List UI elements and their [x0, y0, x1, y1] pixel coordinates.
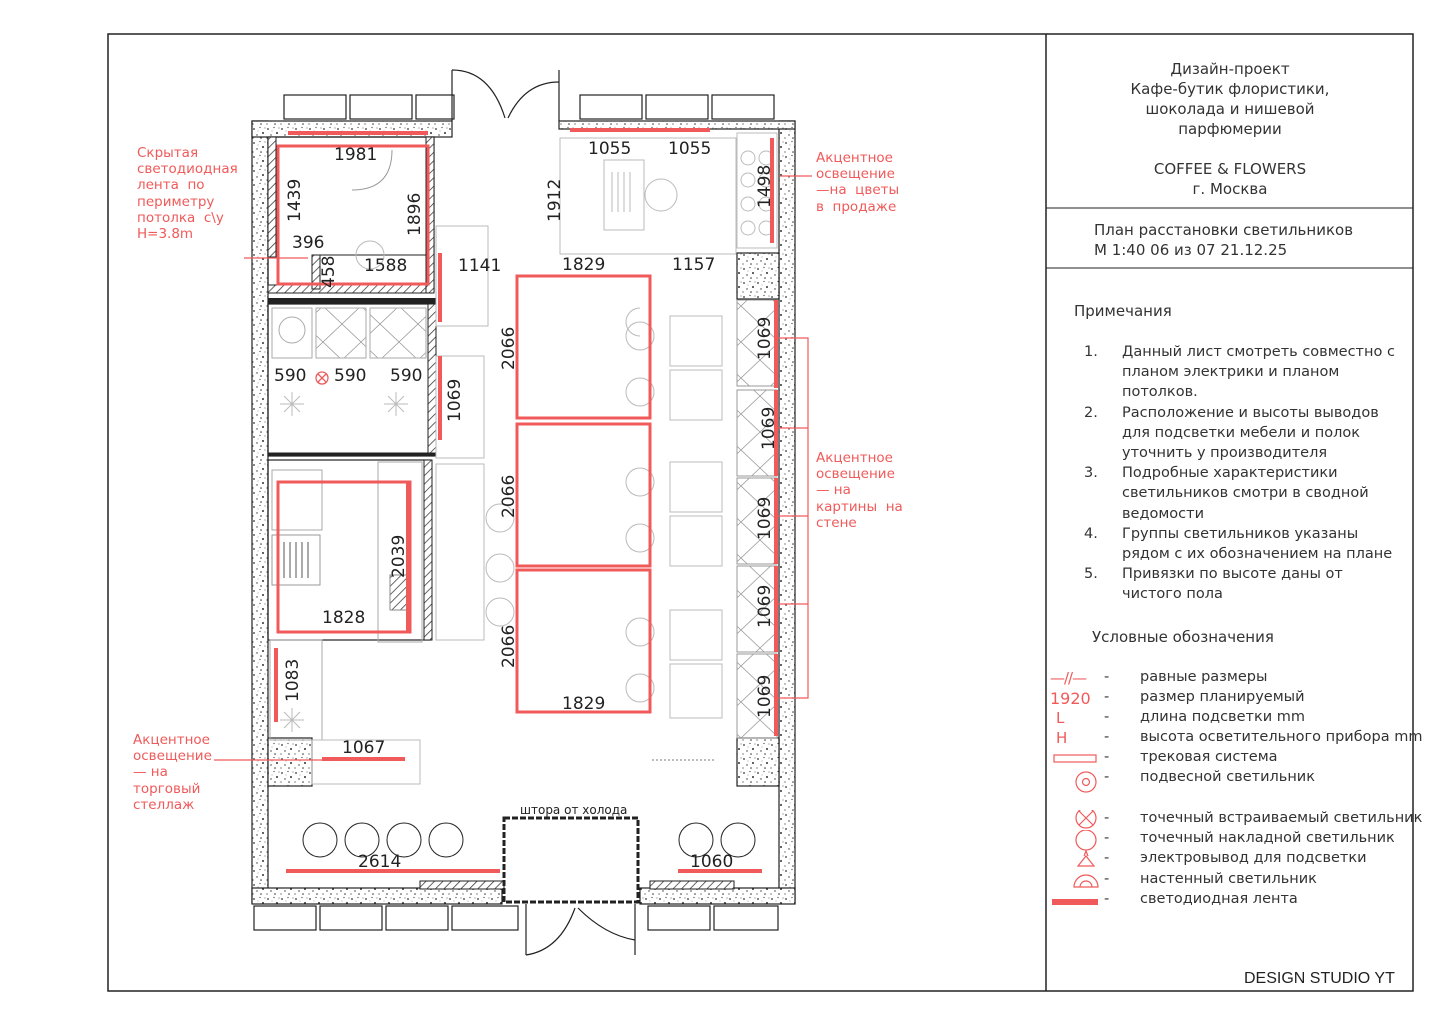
plan-title: План расстановки светильников	[1094, 221, 1354, 239]
note-text: Данный лист смотреть совместно с планом электрики и планом потолков.	[1122, 344, 1395, 401]
note-text: Группы светильников указаны рядом с их обозначением на плане	[1122, 525, 1393, 563]
legend-text: точечный встраиваемый светильник	[1140, 810, 1423, 826]
counter-area	[312, 133, 777, 784]
led-strip-icon	[1050, 891, 1102, 911]
note-item	[1084, 403, 1404, 464]
note-text: Расположение и высоты выводов для подсветки мебели и полок уточнить у производителя	[1122, 404, 1379, 462]
dim-590-c: 590	[390, 366, 423, 386]
curtain-label: штора от холода	[520, 803, 628, 817]
dim-1069-c: 1069	[759, 406, 779, 450]
dim-1439: 1439	[285, 178, 305, 222]
dim-1069-f: 1069	[755, 674, 775, 718]
entry-door-top	[452, 70, 559, 121]
dim-458: 458	[319, 255, 339, 288]
title-line-1: Дизайн-проект	[1170, 60, 1290, 78]
dim-1055-b: 1055	[668, 139, 712, 159]
legend-text: настенный светильник	[1140, 871, 1317, 887]
note-text: Привязки по высоте даны от чистого пола	[1122, 566, 1343, 603]
wall-light-icon	[1050, 871, 1102, 891]
dim-1067: 1067	[342, 738, 386, 758]
annotation-flowers: Акцентное освещение —на цветы в продаже	[816, 150, 900, 215]
legend-dash: -	[1104, 729, 1110, 745]
recessed-spot-plan	[316, 372, 328, 384]
dim-1896: 1896	[405, 192, 425, 236]
legend-dash: -	[1104, 749, 1110, 765]
height-symbol: H	[1056, 729, 1068, 747]
dim-2066-b: 2066	[499, 474, 519, 518]
dim-1069-d: 1069	[755, 496, 775, 540]
legend-text: размер планируемый	[1140, 689, 1305, 705]
note-number: 5.	[1084, 566, 1098, 583]
dim-590-b: 590	[334, 366, 367, 386]
dim-1829-b: 1829	[562, 694, 606, 714]
length-symbol: L	[1056, 709, 1065, 727]
dim-1588: 1588	[364, 256, 408, 276]
note-item	[1084, 564, 1404, 604]
legend-text: светодиодная лента	[1140, 891, 1298, 907]
dim-2066-a: 2066	[499, 326, 519, 370]
entry-door-bottom	[526, 904, 635, 955]
note-number: 4.	[1084, 525, 1098, 542]
legend-text: электровывод для подсветки	[1140, 850, 1367, 866]
note-item	[1084, 463, 1404, 524]
note-number: 3.	[1084, 465, 1098, 482]
legend-text: равные размеры	[1140, 669, 1268, 685]
dim-2066-c: 2066	[499, 624, 519, 668]
dim-1828: 1828	[322, 608, 366, 628]
legend-dash: -	[1104, 669, 1110, 685]
title-line-3: шоколада и нишевой	[1145, 100, 1315, 118]
planned-dimension-symbol: 1920	[1050, 689, 1091, 708]
legend-text: длина подсветки mm	[1140, 709, 1305, 725]
dim-1055-a: 1055	[588, 139, 632, 159]
annotation-paintings: Акцентное освещение — на картины на стене	[816, 450, 903, 531]
dim-2039: 2039	[389, 534, 409, 578]
dim-590-a: 590	[274, 366, 307, 386]
dimension-labels	[274, 139, 779, 872]
title-line-2: Кафе-бутик флористики,	[1130, 80, 1330, 98]
note-item	[1084, 342, 1404, 403]
plan-scale-sheet: М 1:40 06 из 07 21.12.25	[1094, 241, 1288, 259]
note-number: 2.	[1084, 404, 1098, 421]
dim-1157: 1157	[672, 255, 716, 275]
notes-title: Примечания	[1074, 302, 1172, 320]
legend-dash: -	[1104, 871, 1110, 887]
legend-dash: -	[1104, 850, 1110, 866]
legend-text: подвесной светильник	[1140, 769, 1315, 785]
dim-1060: 1060	[690, 852, 734, 872]
title-block	[1048, 34, 1412, 208]
legend-dash: -	[1104, 709, 1110, 725]
dim-1829-a: 1829	[562, 255, 606, 275]
legend-dash: -	[1104, 830, 1110, 846]
dim-1912: 1912	[545, 178, 565, 222]
legend-dash: -	[1104, 891, 1110, 907]
dim-1498: 1498	[755, 164, 775, 208]
legend-dash: -	[1104, 810, 1110, 826]
top-windows	[284, 95, 774, 119]
project-name: COFFEE & FLOWERS	[1153, 160, 1307, 178]
annotation-hidden-led: Скрытая светодиодная лента по периметру потолка с\у Н=3.8m	[137, 145, 238, 243]
dim-1069-b: 1069	[755, 316, 775, 360]
note-text: Подробные характеристики светильников смотри в сводной ведомости	[1122, 465, 1369, 522]
studio-footer: DESIGN STUDIO YT	[1244, 970, 1395, 987]
plan-info	[1094, 220, 1353, 260]
equal-dimensions-symbol: —//—	[1050, 669, 1087, 687]
dim-396: 396	[292, 233, 325, 253]
note-item	[1084, 524, 1404, 564]
legend-text: трековая система	[1140, 749, 1278, 765]
dim-1069-e: 1069	[755, 584, 775, 628]
note-number: 1.	[1084, 344, 1098, 360]
tables	[486, 308, 722, 718]
legend-dash: -	[1104, 769, 1110, 785]
legend-title: Условные обозначения	[1092, 628, 1274, 646]
curtain-vestibule	[504, 818, 638, 902]
legend-dash: -	[1104, 689, 1110, 705]
surface-spot-icon	[1050, 830, 1102, 850]
fridge-symbols	[280, 392, 408, 416]
dim-1069-a: 1069	[445, 378, 465, 422]
recessed-spot-icon	[1050, 810, 1102, 830]
annotation-shelf: Акцентное освещение — на торговый стеллаж	[133, 732, 212, 813]
dim-1141: 1141	[458, 256, 502, 276]
dim-1981: 1981	[334, 145, 378, 165]
pendant-light-icon	[1050, 769, 1102, 789]
track-system-icon	[1050, 749, 1102, 769]
project-city: г. Москва	[1192, 180, 1268, 198]
legend-text: высота осветительного прибора mm	[1140, 729, 1423, 745]
dim-1083: 1083	[283, 658, 303, 702]
notes-list	[1084, 342, 1404, 605]
title-line-4: парфюмерии	[1178, 120, 1282, 138]
power-outlet-icon	[1050, 850, 1102, 870]
legend-text: точечный накладной светильник	[1140, 830, 1395, 846]
dim-2614: 2614	[358, 852, 402, 872]
bottom-windows	[254, 906, 778, 930]
